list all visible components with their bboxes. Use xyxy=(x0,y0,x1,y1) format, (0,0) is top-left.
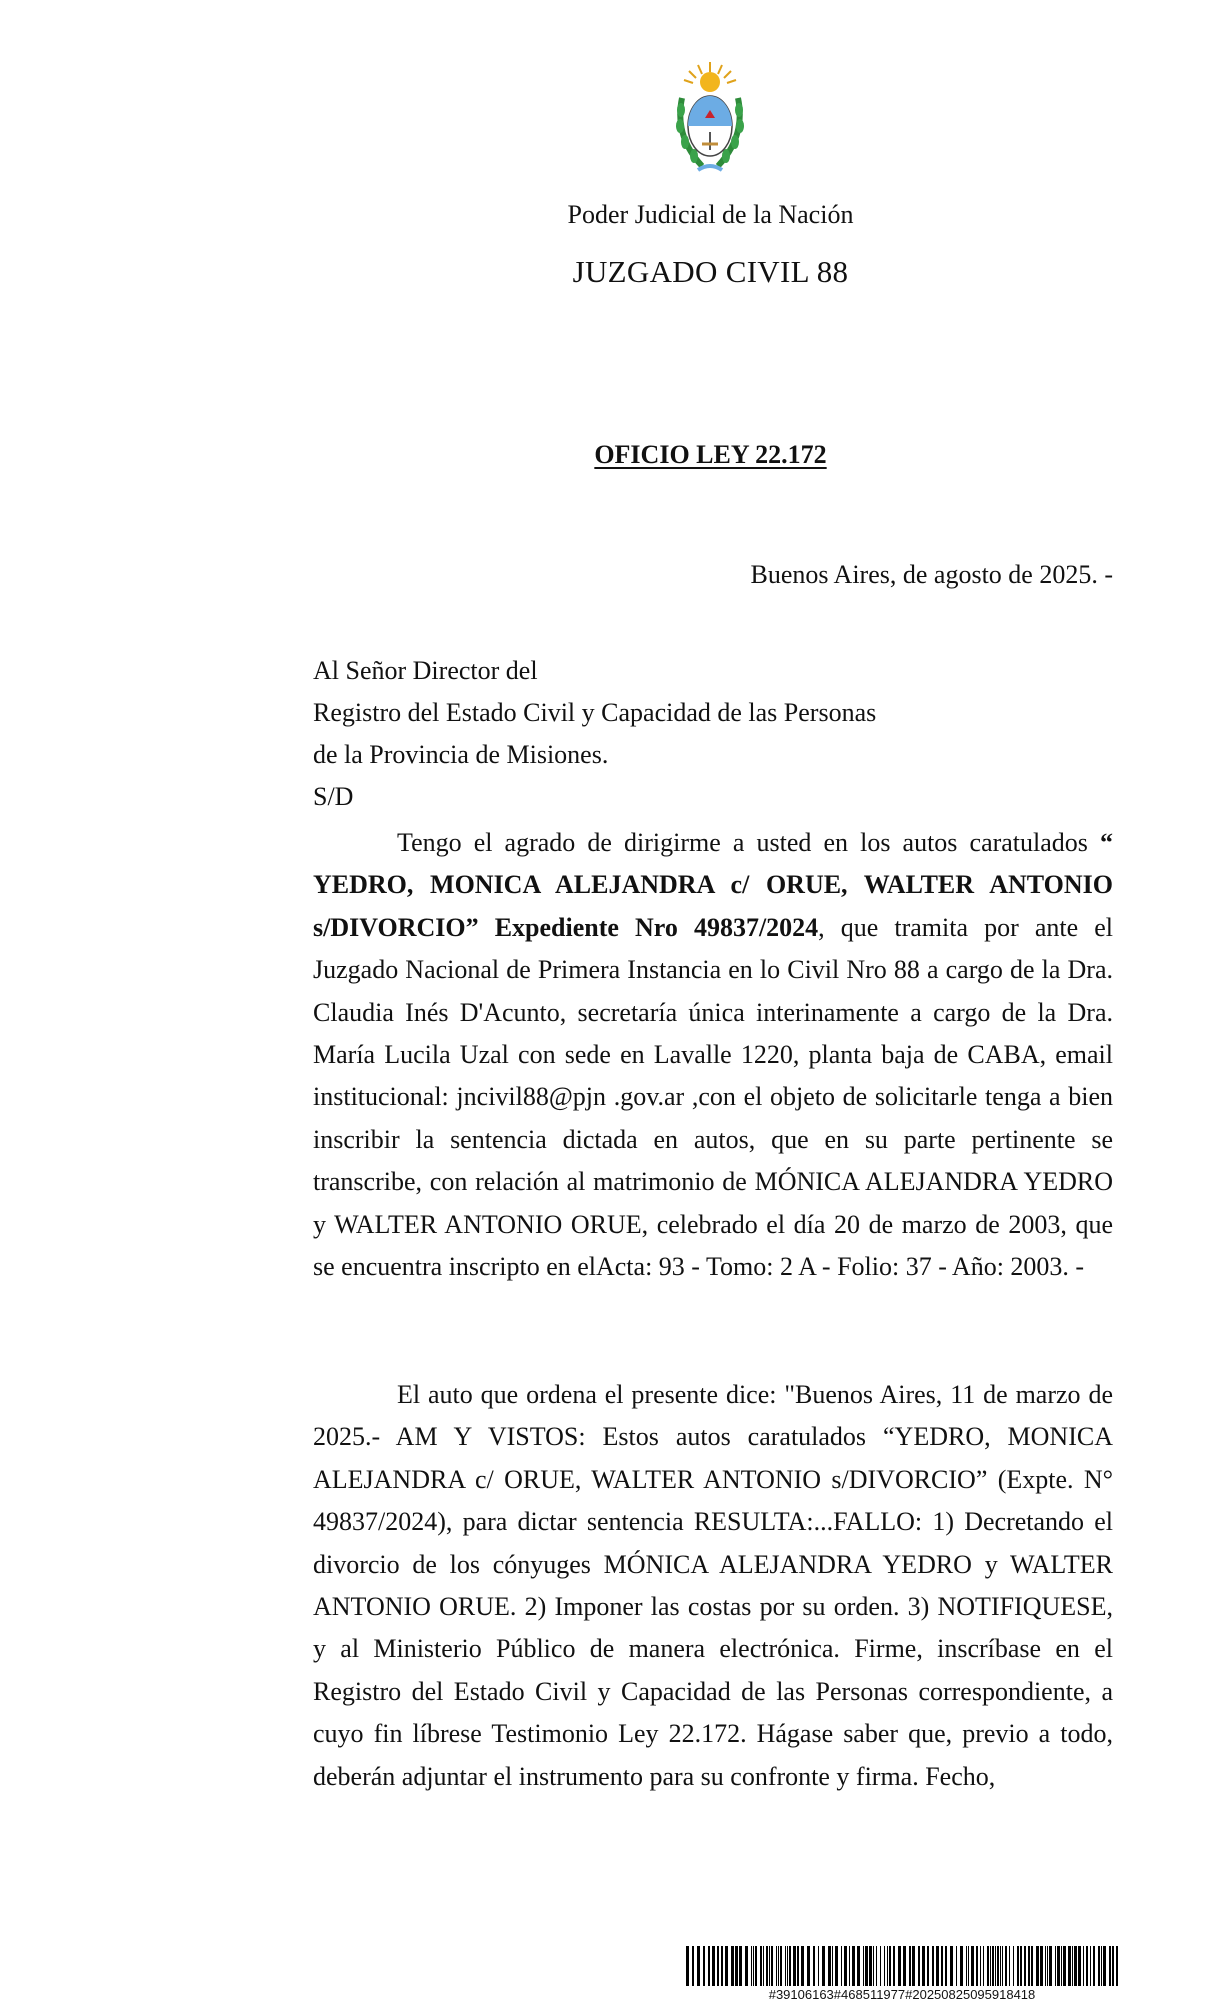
coat-of-arms-icon xyxy=(672,58,748,176)
institution-name: Poder Judicial de la Nación xyxy=(567,200,854,229)
court-name: JUZGADO CIVIL 88 xyxy=(572,254,849,289)
addressee-line: S/D xyxy=(313,782,354,811)
barcode-text: #39106163#468511977#20250825095918418 xyxy=(768,1987,1036,2002)
addressee-line: Al Señor Director del xyxy=(313,656,538,685)
paragraph-ruling xyxy=(313,1374,1113,1798)
barcode-image xyxy=(686,1946,1118,1986)
paragraph-rest: , que tramita por ante el Juzgado Nacional de Primera Instancia en lo Civil Nro 88 a cargo de la Dra. Claudia Inés D'Acunto, secretaría única interinamente a cargo de la Dra. María Lucila Uzal con sede en Lavalle 1220, planta baja de CABA, email institucional: jncivil88@pjn .gov.ar ,con el objeto de solicitarle tenga a bien inscribir la sentencia dictada en autos, que en su parte pertinente se transcribe, con relación al matrimonio de MÓNICA ALEJANDRA YEDRO y WALTER ANTONIO ORUE, celebrado el día 20 de marzo de 2003, que se encuentra inscripto en elActa: 93 - Tomo: 2 A - Folio: 37 - Año: 2003. - xyxy=(313,912,1113,1282)
paragraph-request xyxy=(313,822,1113,1288)
date-line: Buenos Aires, de agosto de 2025. - xyxy=(750,560,1113,589)
document-title: OFICIO LEY 22.172 xyxy=(594,440,827,469)
addressee-line: Registro del Estado Civil y Capacidad de las Personas xyxy=(313,698,877,727)
paragraph-intro: Tengo el agrado de dirigirme a usted en los autos caratulados xyxy=(397,828,1100,857)
addressee-line: de la Provincia de Misiones. xyxy=(313,740,609,769)
case-title: “ YEDRO, MONICA ALEJANDRA c/ ORUE, WALTER ANTONIO s/DIVORCIO” Expediente Nro 49837/2024 xyxy=(313,828,1113,942)
ruling-text: El auto que ordena el presente dice: "Buenos Aires, 11 de marzo de 2025.- AM Y VISTOS: Estos autos caratulados “YEDRO, MONICA ALEJANDRA c/ ORUE, WALTER ANTONIO s/DIVORCIO” (Expte. N° 49837/2024), para dictar sentencia RESULTA:...FALLO: 1) Decretando el divorcio de los cónyuges MÓNICA ALEJANDRA YEDRO y WALTER ANTONIO ORUE. 2) Imponer las costas por su orden. 3) NOTIFIQUESE, y al Ministerio Público de manera electrónica. Firme, inscríbase en el Registro del Estado Civil y Capacidad de las Personas correspondiente, a cuyo fin líbrese Testimonio Ley 22.172. Hágase saber que, previo a todo, deberán adjuntar el instrumento para su confronte y firma. Fecho, xyxy=(313,1380,1113,1791)
